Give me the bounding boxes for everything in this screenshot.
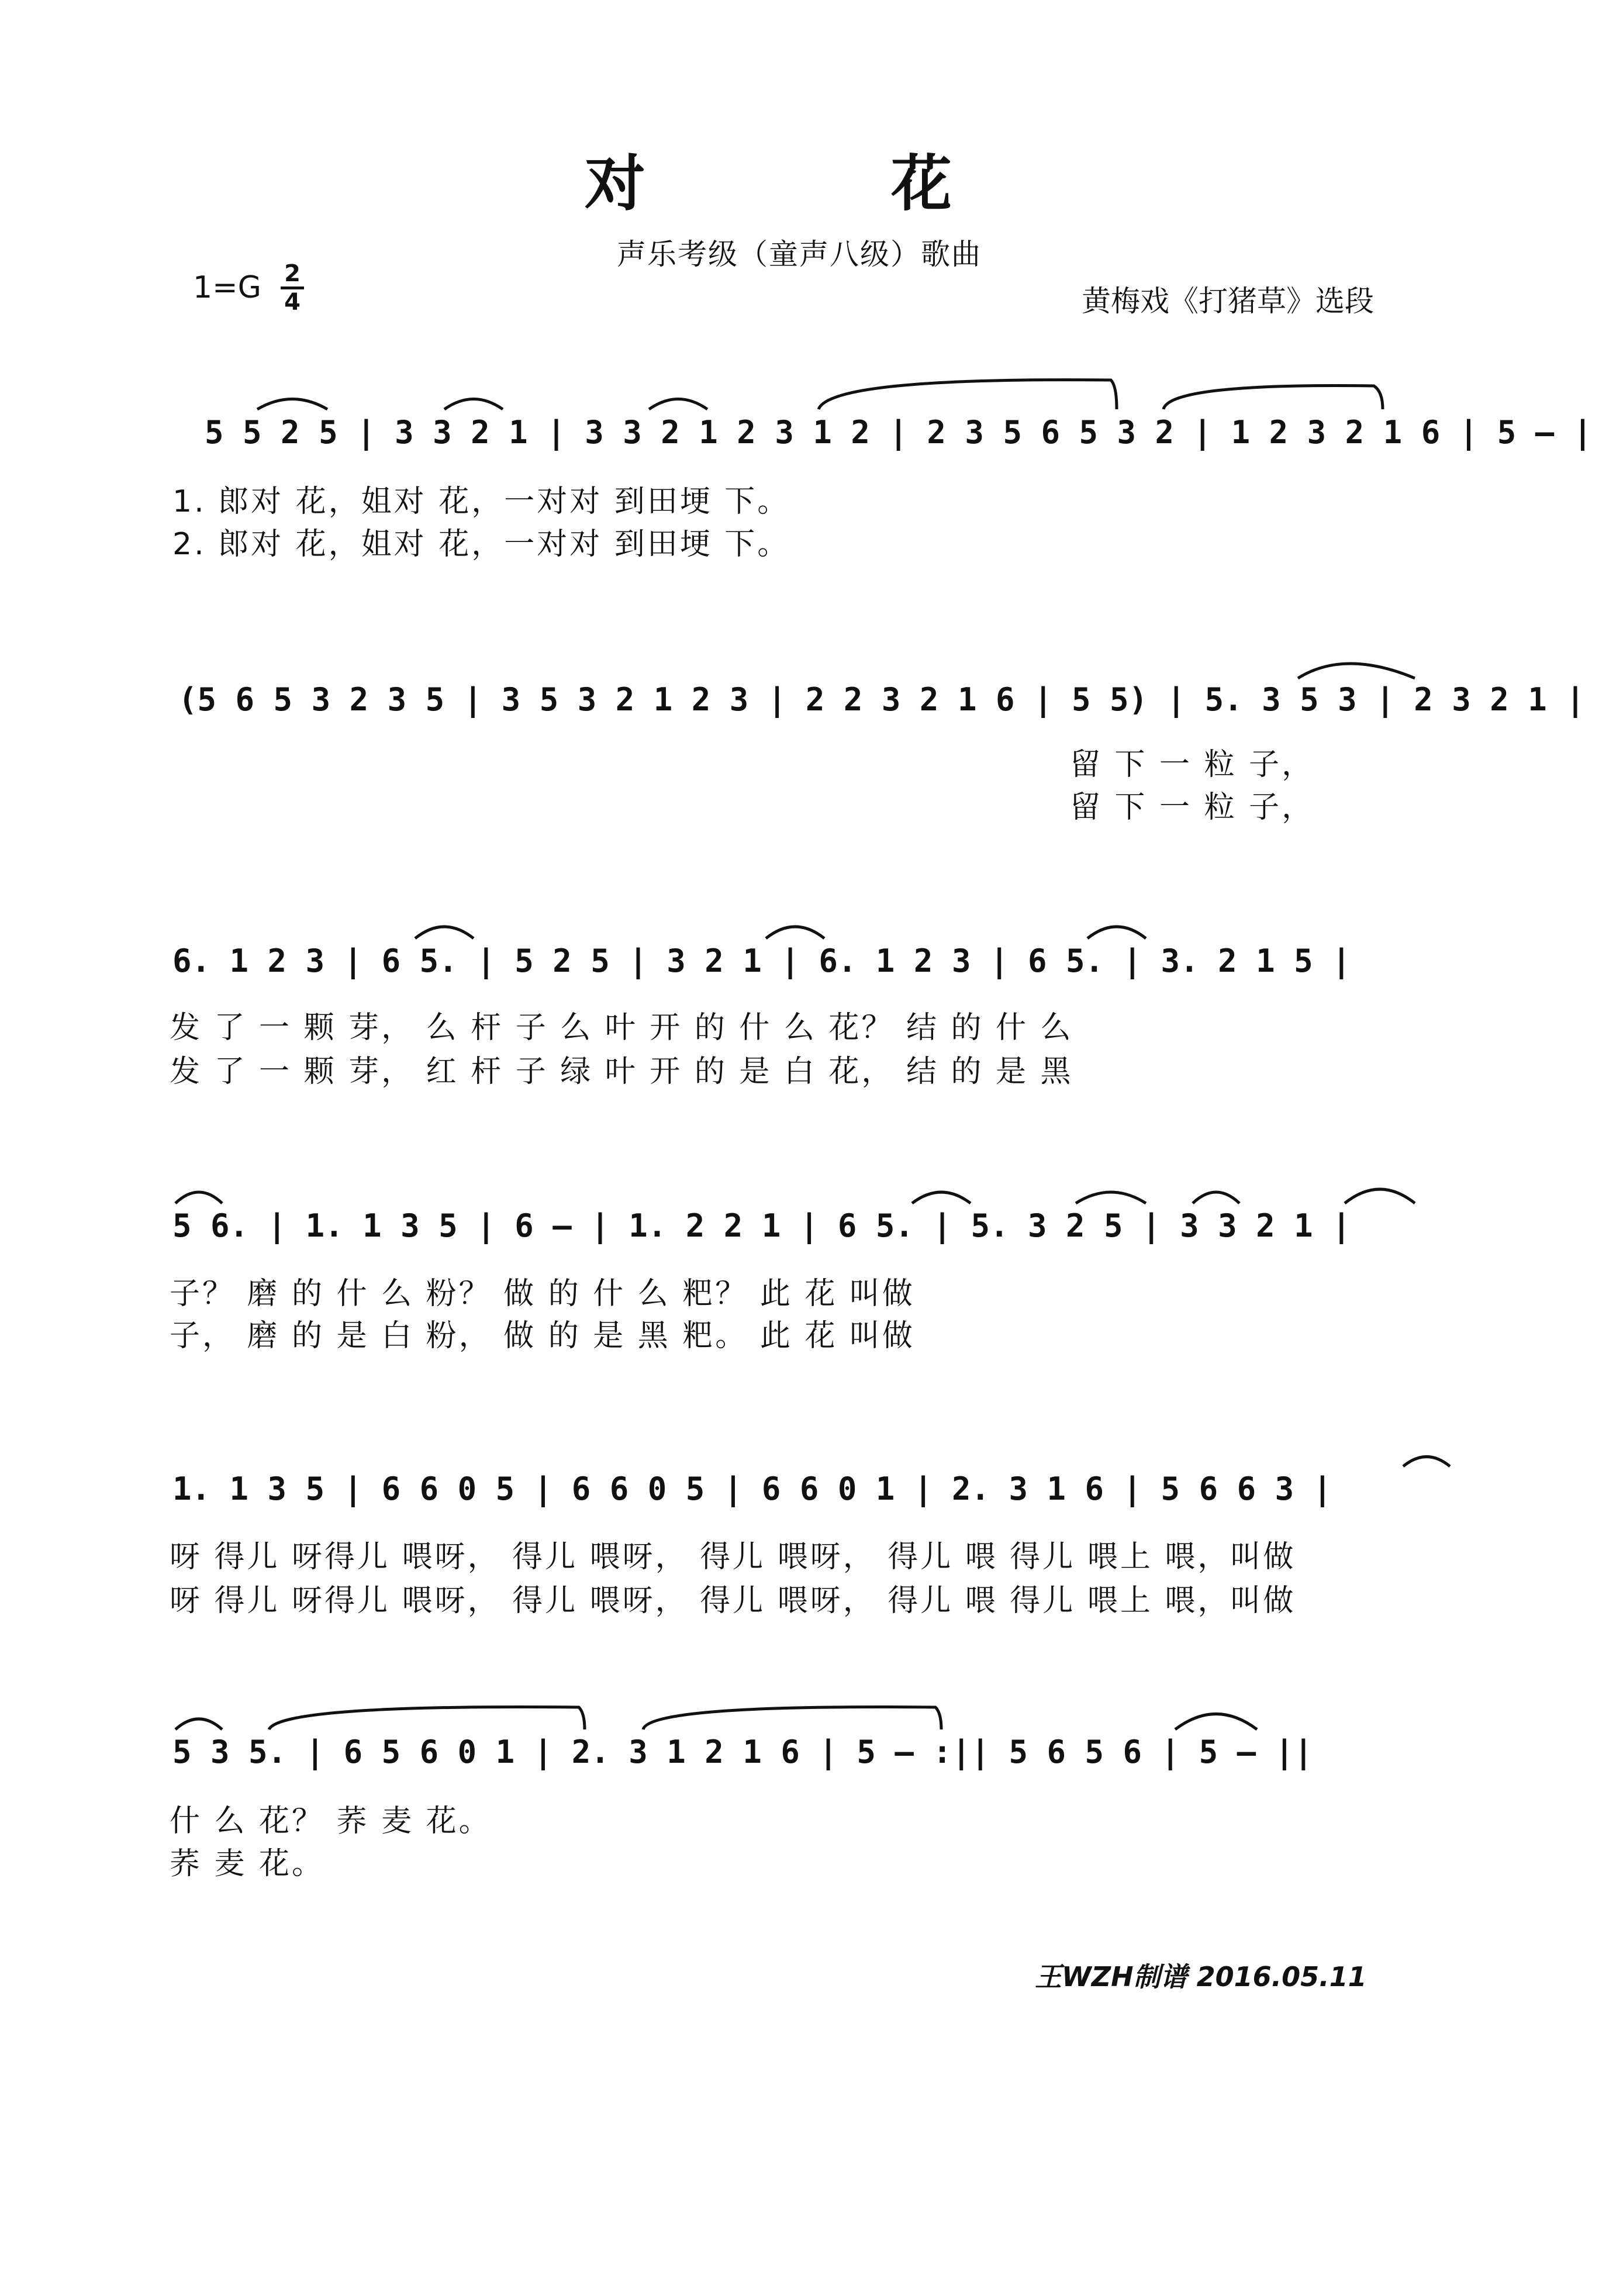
slur-mark xyxy=(1345,1189,1415,1203)
slur-mark xyxy=(649,399,707,410)
slur-mark xyxy=(1175,1714,1257,1730)
system-6-lyric-verse-1: 什 么 花？ 荞 麦 花。 xyxy=(170,1804,492,1839)
system-3-lyric-verse-1: 发 了 一 颗 芽， 么 杆 子 么 叶 开 的 什 么 花？ 结 的 什 么 xyxy=(170,1010,1073,1045)
slur-mark xyxy=(269,1707,585,1729)
system-1-lyric-verse-2: 2. 郎对 花，姐对 花，一对对 到田埂 下。 xyxy=(172,527,790,562)
time-signature-bottom: 4 xyxy=(284,289,301,316)
system-5-lyric-verse-2: 呀 得儿 呀得儿 喂呀， 得儿 喂呀， 得儿 喂呀， 得儿 喂 得儿 喂上 喂，叫做 xyxy=(170,1583,1296,1618)
slur-mark xyxy=(1087,927,1146,938)
time-signature-top: 2 xyxy=(284,260,301,287)
system-2-lyric-verse-1: 留 下 一 粒 子， xyxy=(1070,747,1315,782)
system-1-lyric-verse-1: 1. 郎对 花，姐对 花，一对对 到田埂 下。 xyxy=(172,484,790,519)
slur-mark xyxy=(766,927,824,938)
slur-mark xyxy=(1076,1192,1146,1203)
slur-mark xyxy=(1163,386,1383,410)
system-1-notes: 5 5 2 5 | 3 3 2 1 | 3 3 2 1 2 3 1 2 | 2 3 5 6 5 3 2 | 1 2 3 2 1 6 | 5 – | xyxy=(205,414,1593,451)
arranger-credit: 王WZH制谱 2016.05.11 xyxy=(1035,1961,1367,1993)
slur-mark xyxy=(1298,664,1415,678)
slur-mark xyxy=(912,1192,971,1203)
song-subtitle: 声乐考级（童声八级）歌曲 xyxy=(617,237,982,271)
slur-mark xyxy=(257,399,327,410)
system-5-notes: 1. 1 3 5 | 6 6 0 5 | 6 6 0 5 | 6 6 0 1 | 2. 3 1 6 | 5 6 6 3 | xyxy=(172,1470,1332,1507)
song-title: 对花 xyxy=(585,148,1198,219)
system-6-notes: 5 3 5. | 6 5 6 0 1 | 2. 3 1 2 1 6 | 5 – :|| 5 6 5 6 | 5 – || xyxy=(172,1734,1313,1770)
system-2-lyric-verse-2: 留 下 一 粒 子， xyxy=(1070,790,1315,825)
slur-mark xyxy=(643,1707,941,1729)
system-3-notes: 6. 1 2 3 | 6 5. | 5 2 5 | 3 2 1 | 6. 1 2 3 | 6 5. | 3. 2 1 5 | xyxy=(172,942,1351,979)
slur-mark xyxy=(1403,1457,1450,1467)
system-4-notes: 5 6. | 1. 1 3 5 | 6 – | 1. 2 2 1 | 6 5. | 5. 3 2 5 | 3 3 2 1 | xyxy=(172,1207,1351,1244)
system-3-lyric-verse-2: 发 了 一 颗 芽， 红 杆 子 绿 叶 开 的 是 白 花， 结 的 是 黑 xyxy=(170,1054,1073,1089)
key-signature: 1=G xyxy=(193,270,261,305)
song-source: 黄梅戏《打猪草》选段 xyxy=(1082,284,1374,318)
slur-mark xyxy=(415,927,474,938)
slur-mark xyxy=(1193,1192,1239,1203)
system-5-lyric-verse-1: 呀 得儿 呀得儿 喂呀， 得儿 喂呀， 得儿 喂呀， 得儿 喂 得儿 喂上 喂，叫做 xyxy=(170,1539,1296,1575)
slur-mark xyxy=(175,1719,222,1729)
slur-mark xyxy=(819,380,1117,409)
system-4-lyric-verse-2: 子， 磨 的 是 白 粉， 做 的 是 黑 粑。 此 花 叫做 xyxy=(170,1318,915,1354)
system-6-lyric-verse-2: 荞 麦 花。 xyxy=(170,1846,325,1881)
slur-mark xyxy=(175,1192,222,1203)
system-4-lyric-verse-1: 子？ 磨 的 什 么 粉？ 做 的 什 么 粑？ 此 花 叫做 xyxy=(170,1276,915,1311)
system-2-notes: (5 6 5 3 2 3 5 | 3 5 3 2 1 2 3 | 2 2 3 2 1 6 | 5 5) | 5. 3 5 3 | 2 3 2 1 | xyxy=(178,681,1585,718)
slur-mark xyxy=(444,399,503,410)
